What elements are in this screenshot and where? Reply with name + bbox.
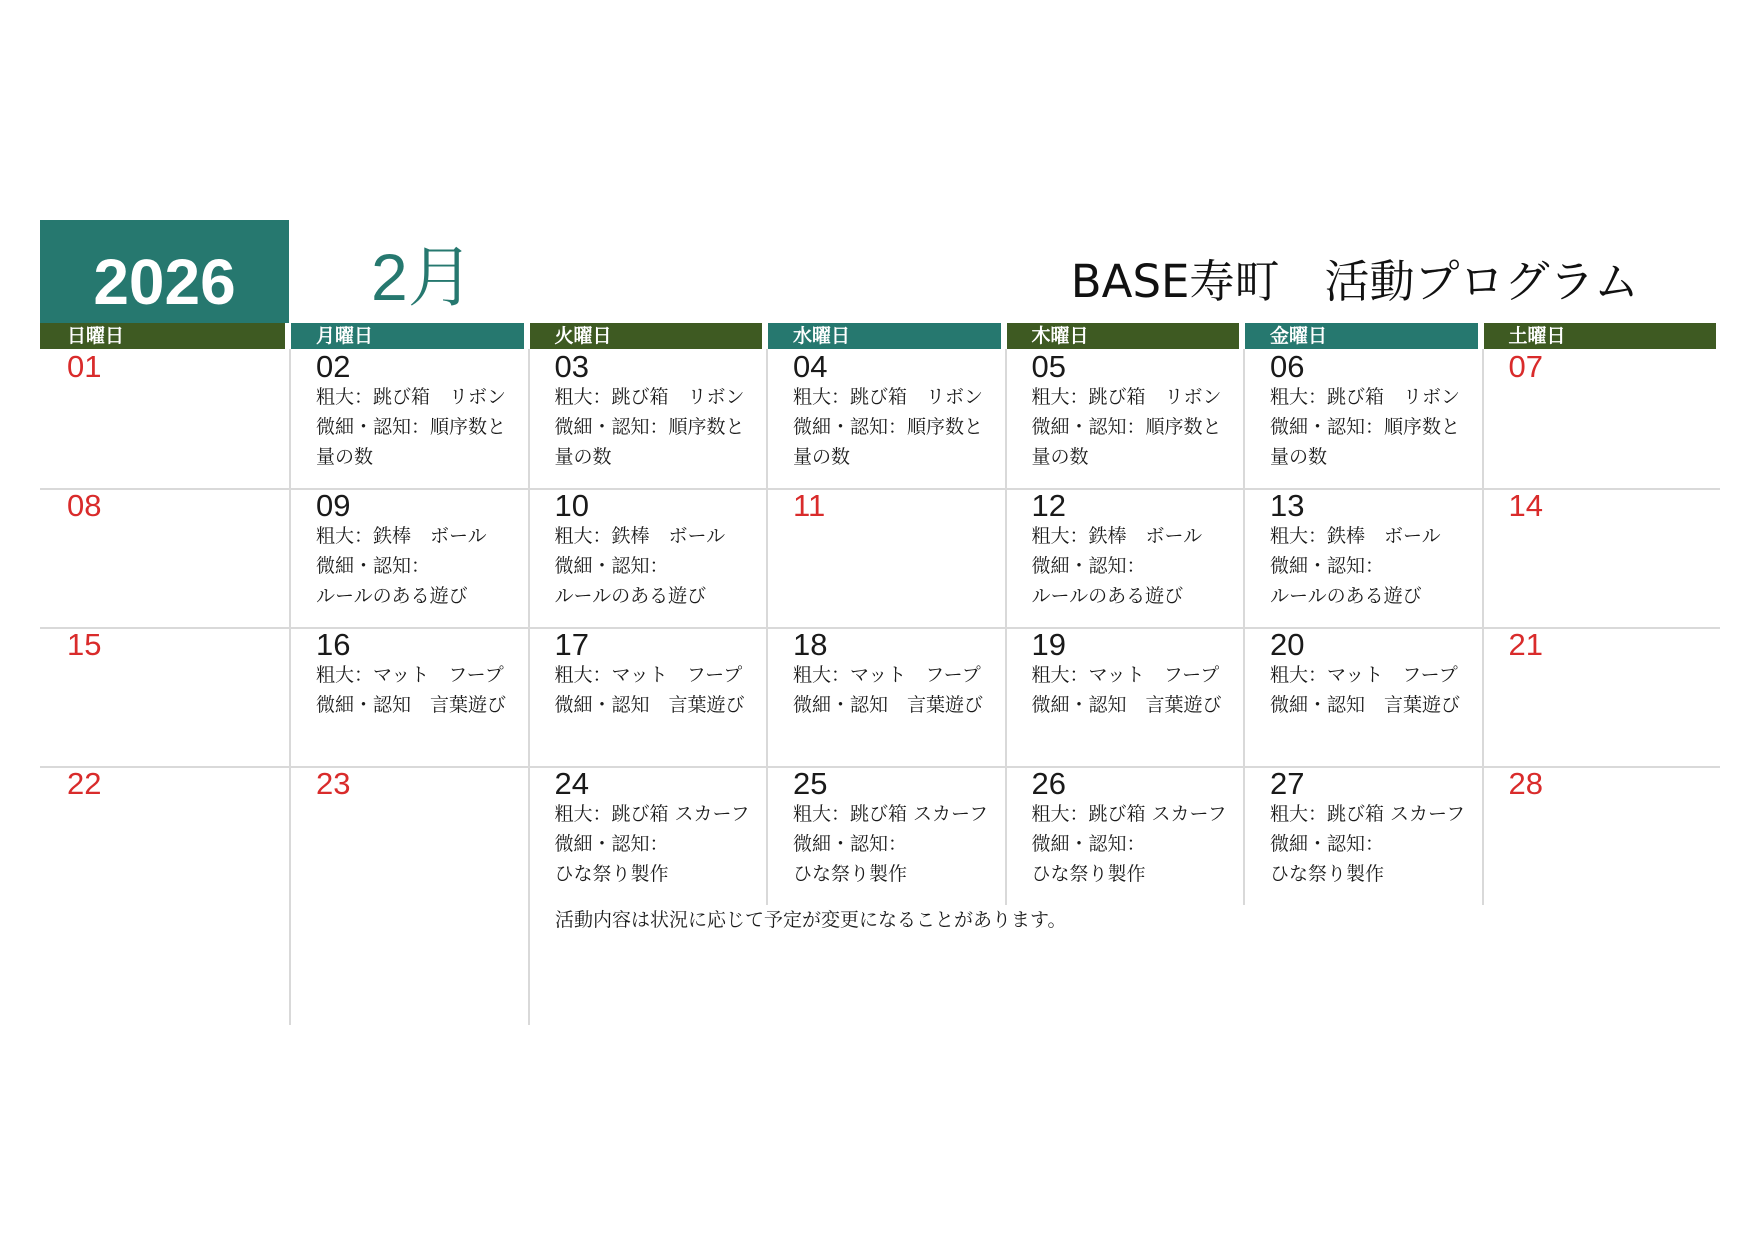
day-number: 26 (1031, 766, 1066, 801)
activity-line: ルールのある遊び (316, 585, 468, 607)
activity-line: 微細・認知 言葉遊び (1270, 694, 1461, 716)
activity-line: 微細・認知： (554, 833, 669, 855)
activity-line: 微細・認知： (316, 555, 431, 577)
day-number: 02 (316, 349, 351, 384)
weekday-header: 木曜日 (1007, 323, 1240, 349)
day-number: 03 (554, 349, 589, 384)
activity-line: 微細・認知：順序数と (1270, 416, 1461, 438)
activity-line: 粗大：マット フープ (1270, 664, 1458, 686)
day-cell (1005, 349, 1244, 488)
calendar-week (40, 349, 1720, 488)
activity-line: 粗大：跳び箱 リボン (1031, 386, 1222, 408)
day-number: 18 (793, 627, 828, 662)
day-number: 23 (316, 766, 351, 801)
activity-line: 粗大：跳び箱 スカーフ (793, 803, 989, 825)
activity-line: ひな祭り製作 (1031, 863, 1146, 885)
day-number: 20 (1270, 627, 1305, 662)
calendar-grid (40, 349, 1720, 905)
day-number: 17 (554, 627, 589, 662)
grid-line (528, 905, 530, 1025)
day-number: 09 (316, 488, 351, 523)
day-number: 25 (793, 766, 828, 801)
activity-line: 微細・認知 言葉遊び (316, 694, 507, 716)
day-number: 07 (1508, 349, 1543, 384)
activity-line: 量の数 (554, 446, 612, 468)
day-cell (766, 488, 1005, 627)
day-cell (1482, 349, 1721, 488)
day-cell (40, 627, 289, 766)
activity-line: 微細・認知 言葉遊び (793, 694, 984, 716)
activity-line: ルールのある遊び (1031, 585, 1184, 607)
day-number: 10 (554, 488, 589, 523)
weekday-header: 金曜日 (1245, 323, 1478, 349)
page-title: BASE寿町 活動プログラム (1070, 255, 1639, 308)
year-label: 2026 (93, 246, 236, 318)
activity-line: 量の数 (793, 446, 851, 468)
day-number: 04 (793, 349, 828, 384)
day-cell (1005, 488, 1244, 627)
activity-line: 量の数 (1270, 446, 1328, 468)
day-cell (528, 766, 767, 905)
activity-line: 粗大：鉄棒 ボール (316, 525, 487, 547)
weekday-header: 火曜日 (530, 323, 763, 349)
day-number: 27 (1270, 766, 1305, 801)
day-cell (528, 627, 767, 766)
day-number: 22 (67, 766, 102, 801)
day-cell (1243, 488, 1482, 627)
day-cell (40, 349, 289, 488)
activity-line: 粗大：マット フープ (316, 664, 504, 686)
day-cell (1243, 349, 1482, 488)
day-cell (289, 627, 528, 766)
activity-line: 粗大：跳び箱 スカーフ (1270, 803, 1466, 825)
day-number: 12 (1031, 488, 1066, 523)
activity-line: 粗大：マット フープ (793, 664, 981, 686)
activity-line: 微細・認知： (1031, 555, 1146, 577)
activity-line: 微細・認知：順序数と (316, 416, 507, 438)
day-cell (528, 349, 767, 488)
activity-line: ルールのある遊び (1270, 585, 1422, 607)
day-number: 05 (1031, 349, 1066, 384)
activity-line: 量の数 (1031, 446, 1089, 468)
activity-line: 粗大：跳び箱 リボン (1270, 386, 1461, 408)
day-number: 13 (1270, 488, 1305, 523)
activity-line: ひな祭り製作 (793, 863, 908, 885)
day-cell (528, 488, 767, 627)
activity-line: 粗大：跳び箱 スカーフ (1031, 803, 1227, 825)
day-cell (40, 488, 289, 627)
weekday-header: 水曜日 (768, 323, 1001, 349)
weekday-header: 月曜日 (291, 323, 524, 349)
day-cell (40, 766, 289, 905)
schedule-note: 活動内容は状況に応じて予定が変更になることがあります。 (555, 909, 1067, 931)
activity-line: 量の数 (316, 446, 374, 468)
weekday-header: 日曜日 (40, 323, 285, 349)
year-box (40, 220, 289, 323)
day-number: 19 (1031, 627, 1066, 662)
day-cell (289, 488, 528, 627)
day-number: 11 (793, 488, 826, 523)
day-cell (1005, 627, 1244, 766)
calendar-week (40, 488, 1720, 627)
month-label: 2月 (371, 240, 474, 314)
weekday-header: 土曜日 (1484, 323, 1717, 349)
activity-line: 微細・認知： (793, 833, 908, 855)
activity-line: 粗大：マット フープ (1031, 664, 1220, 686)
activity-line: ルールのある遊び (554, 585, 707, 607)
activity-line: 粗大：鉄棒 ボール (554, 525, 726, 547)
day-number: 16 (316, 627, 351, 662)
day-number: 14 (1508, 488, 1543, 523)
activity-line: ひな祭り製作 (1270, 863, 1385, 885)
day-number: 06 (1270, 349, 1305, 384)
day-number: 15 (67, 627, 102, 662)
activity-line: 微細・認知： (1270, 833, 1385, 855)
activity-line: ひな祭り製作 (554, 863, 669, 885)
activity-line: 微細・認知：順序数と (554, 416, 745, 438)
activity-line: 粗大：マット フープ (554, 664, 743, 686)
day-cell (1005, 766, 1244, 905)
activity-line: 粗大：鉄棒 ボール (1270, 525, 1441, 547)
day-cell (1482, 766, 1721, 905)
day-cell (1482, 488, 1721, 627)
activity-line: 微細・認知：順序数と (1031, 416, 1222, 438)
activity-line: 粗大：跳び箱 リボン (554, 386, 745, 408)
day-cell (289, 766, 528, 905)
day-cell (766, 766, 1005, 905)
day-cell (1243, 627, 1482, 766)
activity-line: 粗大：鉄棒 ボール (1031, 525, 1203, 547)
activity-line: 微細・認知： (1270, 555, 1385, 577)
weekday-bar (40, 323, 1720, 349)
activity-line: 微細・認知 言葉遊び (554, 694, 745, 716)
activity-line: 粗大：跳び箱 リボン (316, 386, 507, 408)
day-number: 28 (1508, 766, 1543, 801)
activity-line: 粗大：跳び箱 スカーフ (554, 803, 750, 825)
day-number: 21 (1508, 627, 1543, 662)
day-number: 01 (67, 349, 102, 384)
activity-line: 粗大：跳び箱 リボン (793, 386, 984, 408)
activity-line: 微細・認知 言葉遊び (1031, 694, 1222, 716)
day-cell (289, 349, 528, 488)
grid-line (289, 905, 291, 1025)
day-number: 24 (554, 766, 589, 801)
activity-line: 微細・認知：順序数と (793, 416, 984, 438)
calendar-week (40, 627, 1720, 766)
day-cell (1482, 627, 1721, 766)
day-cell (1243, 766, 1482, 905)
activity-line: 微細・認知： (554, 555, 669, 577)
day-number: 08 (67, 488, 102, 523)
calendar-week (40, 766, 1720, 905)
day-cell (766, 627, 1005, 766)
activity-line: 微細・認知： (1031, 833, 1146, 855)
day-cell (766, 349, 1005, 488)
